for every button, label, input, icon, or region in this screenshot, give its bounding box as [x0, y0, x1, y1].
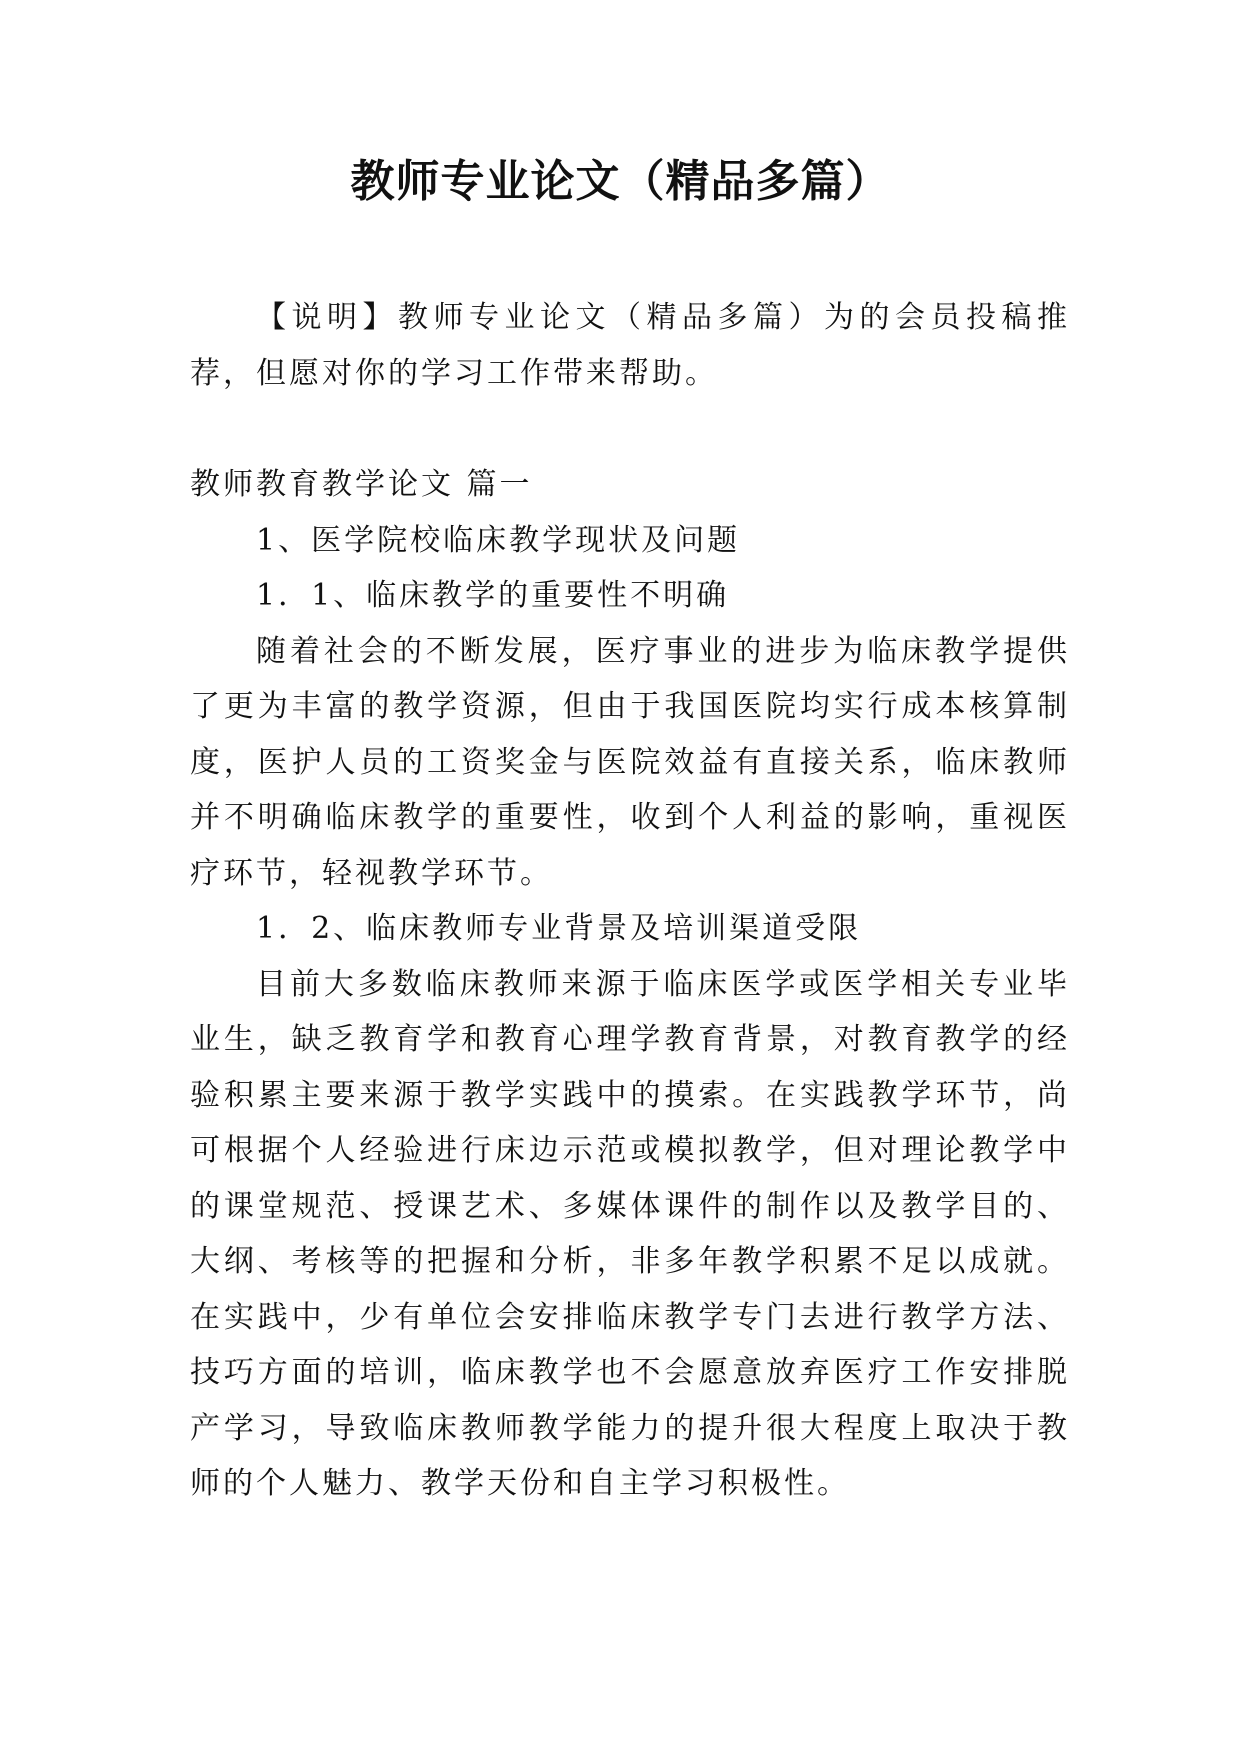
heading-1-1: 1．1、临床教学的重要性不明确: [256, 578, 730, 613]
document-title: 教师专业论文（精品多篇）: [350, 156, 891, 207]
intro-paragraph: 【说明】教师专业论文（精品多篇）为的会员投稿推荐，但愿对你的学习工作带来帮助。: [190, 300, 1070, 391]
section-heading: 教师教育教学论文 篇一: [190, 467, 533, 502]
heading-1: 1、医学院校临床教学现状及问题: [256, 522, 741, 558]
document-body: [190, 290, 1070, 1512]
body-paragraph-2: 目前大多数临床教师来源于临床医学或医学相关专业毕业生，缺乏教育学和教育心理学教育背景，对教育教学的经验积累主要来源于教学实践中的摸索。在实践教学环节，尚可根据个人经验进行床边示范或模拟教学，但对理论教学中的课堂规范、授课艺术、多媒体课件的制作以及教学目的、大纲、考核等的把握和分析，非多年教学积累不足以成就。在实践中，少有单位会安排临床教学专门去进行教学方法、技巧方面的培训，临床教学也不会愿意放弃医疗工作安排脱产学习，导致临床教师教学能力的提升很大程度上取决于教师的个人魅力、教学天份和自主学习积极性。: [190, 966, 1070, 1501]
body-paragraph-1: 随着社会的不断发展，医疗事业的进步为临床教学提供了更为丰富的教学资源，但由于我国医院均实行成本核算制度，医护人员的工资奖金与医院效益有直接关系，临床教师并不明确临床教学的重要性，收到个人利益的影响，重视医疗环节，轻视教学环节。: [190, 633, 1070, 891]
heading-1-2: 1．2、临床教师专业背景及培训渠道受限: [256, 911, 862, 946]
